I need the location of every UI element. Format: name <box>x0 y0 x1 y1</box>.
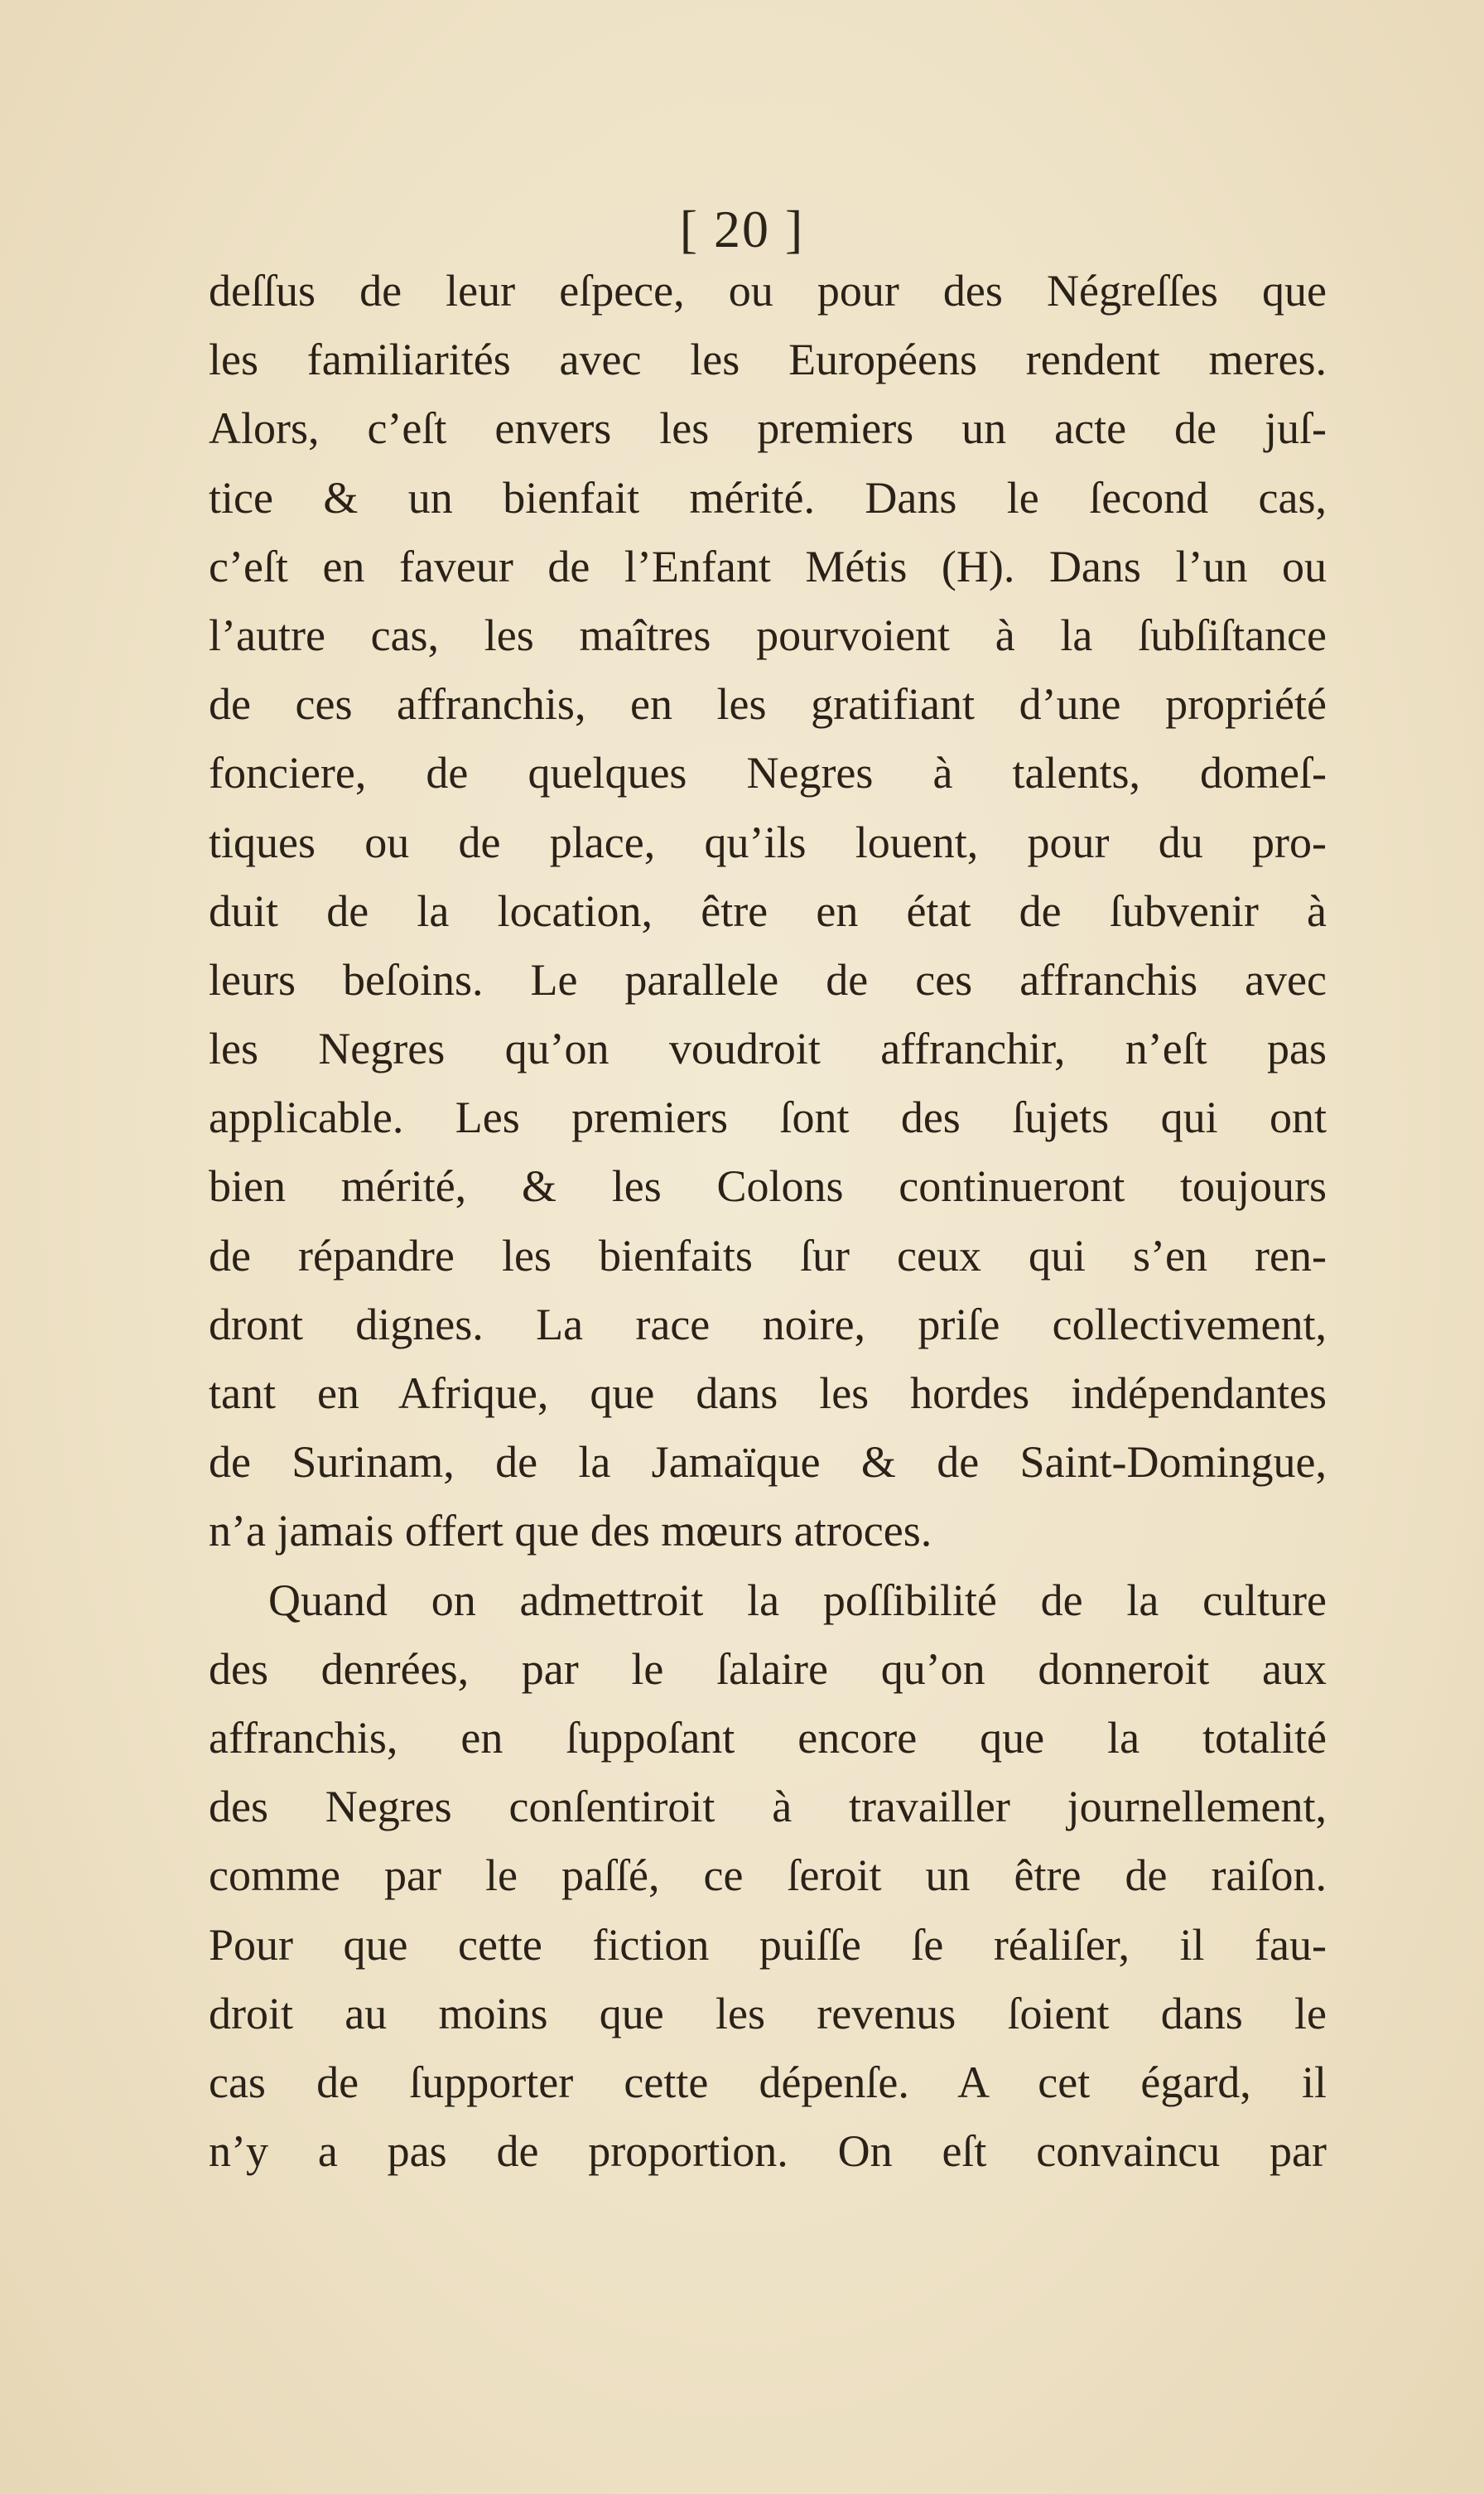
text-line: deſſus de leur eſpece, ou pour des Négreſſes que <box>209 266 1327 316</box>
text-line: dront dignes. La race noire, priſe collectivement, <box>209 1299 1327 1349</box>
text-line: n’a jamais offert que des mœurs atroces. <box>209 1506 932 1556</box>
text-line: Quand on admettroit la poſſibilité de la culture <box>268 1575 1327 1625</box>
text-line: de répandre les bienfaits ſur ceux qui s’en ren- <box>209 1230 1327 1281</box>
text-line: l’autre cas, les maîtres pourvoient à la ſubſiſtance <box>209 610 1327 660</box>
text-line: des denrées, par le ſalaire qu’on donneroit aux <box>209 1643 1327 1694</box>
text-line: tiques ou de place, qu’ils louent, pour du pro- <box>209 817 1327 867</box>
text-line: c’eſt en faveur de l’Enfant Métis (H). Dans l’un ou <box>209 541 1327 591</box>
text-line: duit de la location, être en état de ſubvenir à <box>209 885 1327 936</box>
text-line: de ces affranchis, en les gratifiant d’une propriété <box>209 679 1327 730</box>
text-line: affranchis, en ſuppoſant encore que la totalité <box>209 1712 1327 1763</box>
body-text <box>209 257 1327 2186</box>
text-line: les Negres qu’on voudroit affranchir, n’eſt pas <box>209 1024 1327 1074</box>
text-line: tant en Afrique, que dans les hordes indépendantes <box>209 1368 1327 1418</box>
text-line: tice & un bienfait mérité. Dans le ſecond cas, <box>209 472 1327 523</box>
text-line: droit au moins que les revenus ſoient dans le <box>209 1988 1327 2038</box>
text-line: n’y a pas de proportion. On eſt convaincu par <box>209 2126 1327 2177</box>
text-line: cas de ſupporter cette dépenſe. A cet égard, il <box>209 2057 1327 2107</box>
text-line: leurs beſoins. Le parallele de ces affranchis avec <box>209 954 1327 1005</box>
text-line: des Negres conſentiroit à travailler journellement, <box>209 1782 1327 1832</box>
text-line: Alors, c’eſt envers les premiers un acte de juſ- <box>209 403 1327 454</box>
text-line: les familiarités avec les Européens rendent meres. <box>209 335 1327 385</box>
text-line: comme par le paſſé, ce ſeroit un être de raiſon. <box>209 1850 1327 1901</box>
text-line: de Surinam, de la Jamaïque & de Saint-Domingue, <box>209 1437 1327 1488</box>
text-line: fonciere, de quelques Negres à talents, domeſ- <box>209 748 1327 798</box>
text-line: Pour que cette fiction puiſſe ſe réaliſer, il fau- <box>209 1919 1327 1970</box>
text-line: applicable. Les premiers ſont des ſujets qui ont <box>209 1093 1327 1143</box>
text-line: bien mérité, & les Colons continueront toujours <box>209 1161 1327 1212</box>
page-number: [ 20 ] <box>679 200 805 258</box>
